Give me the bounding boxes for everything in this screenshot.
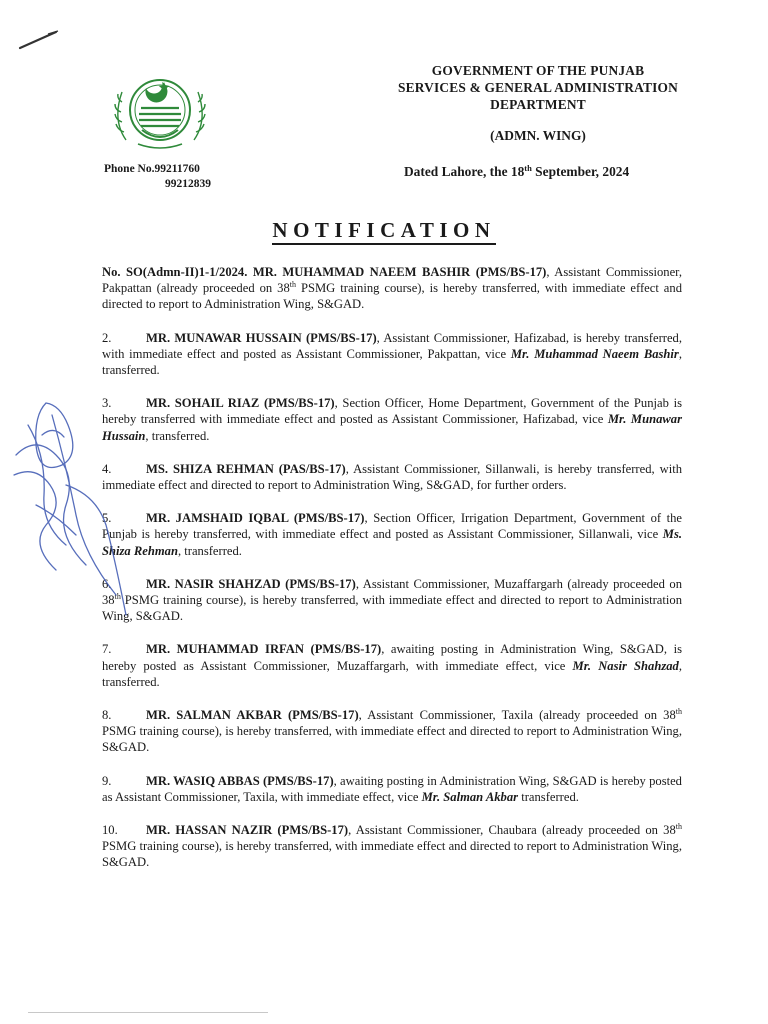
header-line-3: DEPARTMENT (490, 97, 586, 112)
officer-name: MR. SOHAIL RIAZ (PMS/BS-17) (146, 396, 335, 411)
paragraph-text: , awaiting posting in Administration Wing, S&GAD, is hereby posted as Assistant Commissioner, Muzaffargarh, with immediate effect, vice (102, 642, 682, 673)
phone-number-1: Phone No.99211760 (104, 163, 200, 175)
phone-number-2: 99212839 (165, 178, 211, 190)
phone-numbers (104, 162, 211, 192)
paragraph-number: 9. (102, 773, 112, 788)
vice-officer-name: Mr. Muhammad Naeem Bashir (510, 346, 679, 361)
officer-name: MR. SALMAN AKBAR (PMS/BS-17) (146, 708, 359, 723)
officer-name: MR. JAMSHAID IQBAL (PMS/BS-17) (146, 511, 365, 526)
punjab-emblem-icon (108, 70, 212, 150)
date-line (404, 163, 629, 180)
date-suffix: September, 2024 (531, 164, 630, 179)
paragraph-4 (102, 461, 682, 493)
paragraph-text: , Section Officer, Irrigation Department, Government of the Punjab is hereby transferred, with immediate effect and posted as Assistant Commissioner, Sillanwali, vice (102, 511, 682, 542)
paragraph-text: , Assistant Commissioner, Sillanwali, is hereby transferred, with immediate effect and directed to report to Administration Wing, S&GAD, for further orders. (102, 461, 682, 493)
paragraph-text: PSMG training course), is hereby transferred, with immediate effect and directed to report to Administration Wing, S&GAD. (102, 281, 682, 312)
paragraph-text: , Assistant Commissioner, Muzaffargarh (already proceeded on 38 (102, 576, 682, 608)
officer-name: MR. MUNAWAR HUSSAIN (PMS/BS-17) (146, 330, 377, 345)
header-line-2: SERVICES & GENERAL ADMINISTRATION (397, 80, 679, 95)
paragraph-number: 5. (102, 511, 112, 526)
officer-name: MR. MUHAMMAD IRFAN (PMS/BS-17) (146, 642, 382, 657)
vice-officer-name: Mr. Salman Akbar (421, 789, 519, 804)
paragraph-text: PSMG training course), is hereby transferred, with immediate effect and directed to report to Administration Wing, S&GAD. (102, 839, 682, 870)
paragraph-1 (102, 264, 682, 313)
bottom-divider (28, 1012, 268, 1013)
superscript: th (114, 592, 121, 602)
paragraph-number: 2. (102, 330, 112, 345)
department-header (368, 62, 708, 113)
paragraph-end: , transferred. (177, 543, 242, 558)
notification-body (102, 264, 682, 888)
paragraph-number: 8. (102, 708, 112, 723)
vice-officer-name: Ms. Shiza Rehman (102, 527, 682, 558)
paragraph-6 (102, 576, 682, 625)
paragraph-text: , Section Officer, Home Department, Government of the Punjab is hereby transferred with immediate effect and posted as Assistant Commissioner, Hafizabad, vice (102, 396, 682, 427)
paragraph-2 (102, 330, 682, 379)
paragraph-10 (102, 822, 682, 871)
paragraph-7 (102, 641, 682, 690)
officer-name: MR. HASSAN NAZIR (PMS/BS-17) (146, 823, 349, 838)
superscript: th (675, 822, 682, 832)
officer-name: MR. NASIR SHAHZAD (PMS/BS-17) (146, 576, 356, 591)
paragraph-text: , Assistant Commissioner, Chaubara (already proceeded on 38 (348, 823, 676, 838)
notification-title-wrap (0, 218, 768, 243)
paragraph-8 (102, 707, 682, 756)
superscript: th (289, 280, 296, 290)
paragraph-number: 3. (102, 396, 112, 411)
date-prefix: Dated Lahore, the 18 (404, 164, 525, 179)
paragraph-text: , Assistant Commissioner, Pakpattan (already proceeded on 38 (102, 265, 682, 296)
paragraph-end: , transferred. (145, 428, 210, 443)
paragraph-text: , Assistant Commissioner, Taxila (already proceeded on 38 (358, 708, 676, 723)
superscript: th (675, 707, 682, 717)
paragraph-number: 10. (102, 823, 118, 838)
wing-label: (ADMN. WING) (490, 128, 586, 143)
notification-title: NOTIFICATION (272, 218, 495, 245)
paragraph-9 (102, 773, 682, 805)
paragraph-end: transferred. (518, 789, 579, 804)
paragraph-number: 7. (102, 642, 112, 657)
scan-mark (18, 28, 62, 50)
paragraph-text: PSMG training course), is hereby transferred, with immediate effect and directed to report to Administration Wing, S&GAD. (102, 724, 682, 755)
paragraph-end: , transferred. (102, 346, 682, 378)
paragraph-number: 6. (102, 576, 112, 591)
vice-officer-name: Mr. Munawar Hussain (102, 412, 682, 443)
reference-number: No. SO(Admn-II)1-1/2024. (102, 265, 248, 279)
paragraph-number: 4. (102, 461, 112, 476)
paragraph-5 (102, 510, 682, 559)
paragraph-3 (102, 395, 682, 444)
paragraph-text: PSMG training course), is hereby transferred, with immediate effect and directed to report to Administration Wing, S&GAD. (102, 593, 682, 624)
paragraph-end: , transferred. (102, 658, 682, 689)
header-line-1: GOVERNMENT OF THE PUNJAB (431, 63, 645, 78)
officer-name: MR. WASIQ ABBAS (PMS/BS-17) (146, 773, 334, 788)
officer-name: MR. MUHAMMAD NAEEM BASHIR (PMS/BS-17) (252, 265, 547, 279)
officer-name: MS. SHIZA REHMAN (PAS/BS-17) (146, 461, 346, 476)
paragraph-text: , Assistant Commissioner, Hafizabad, is hereby transferred, with immediate effect and posted as Assistant Commissioner, Pakpattan, vice (102, 330, 683, 361)
paragraph-text: , awaiting posting in Administration Wing, S&GAD is hereby posted as Assistant Commissioner, Taxila, with immediate effect, vice (102, 773, 682, 804)
date-suffix-th: th (524, 163, 532, 173)
vice-officer-name: Mr. Nasir Shahzad (572, 658, 679, 673)
